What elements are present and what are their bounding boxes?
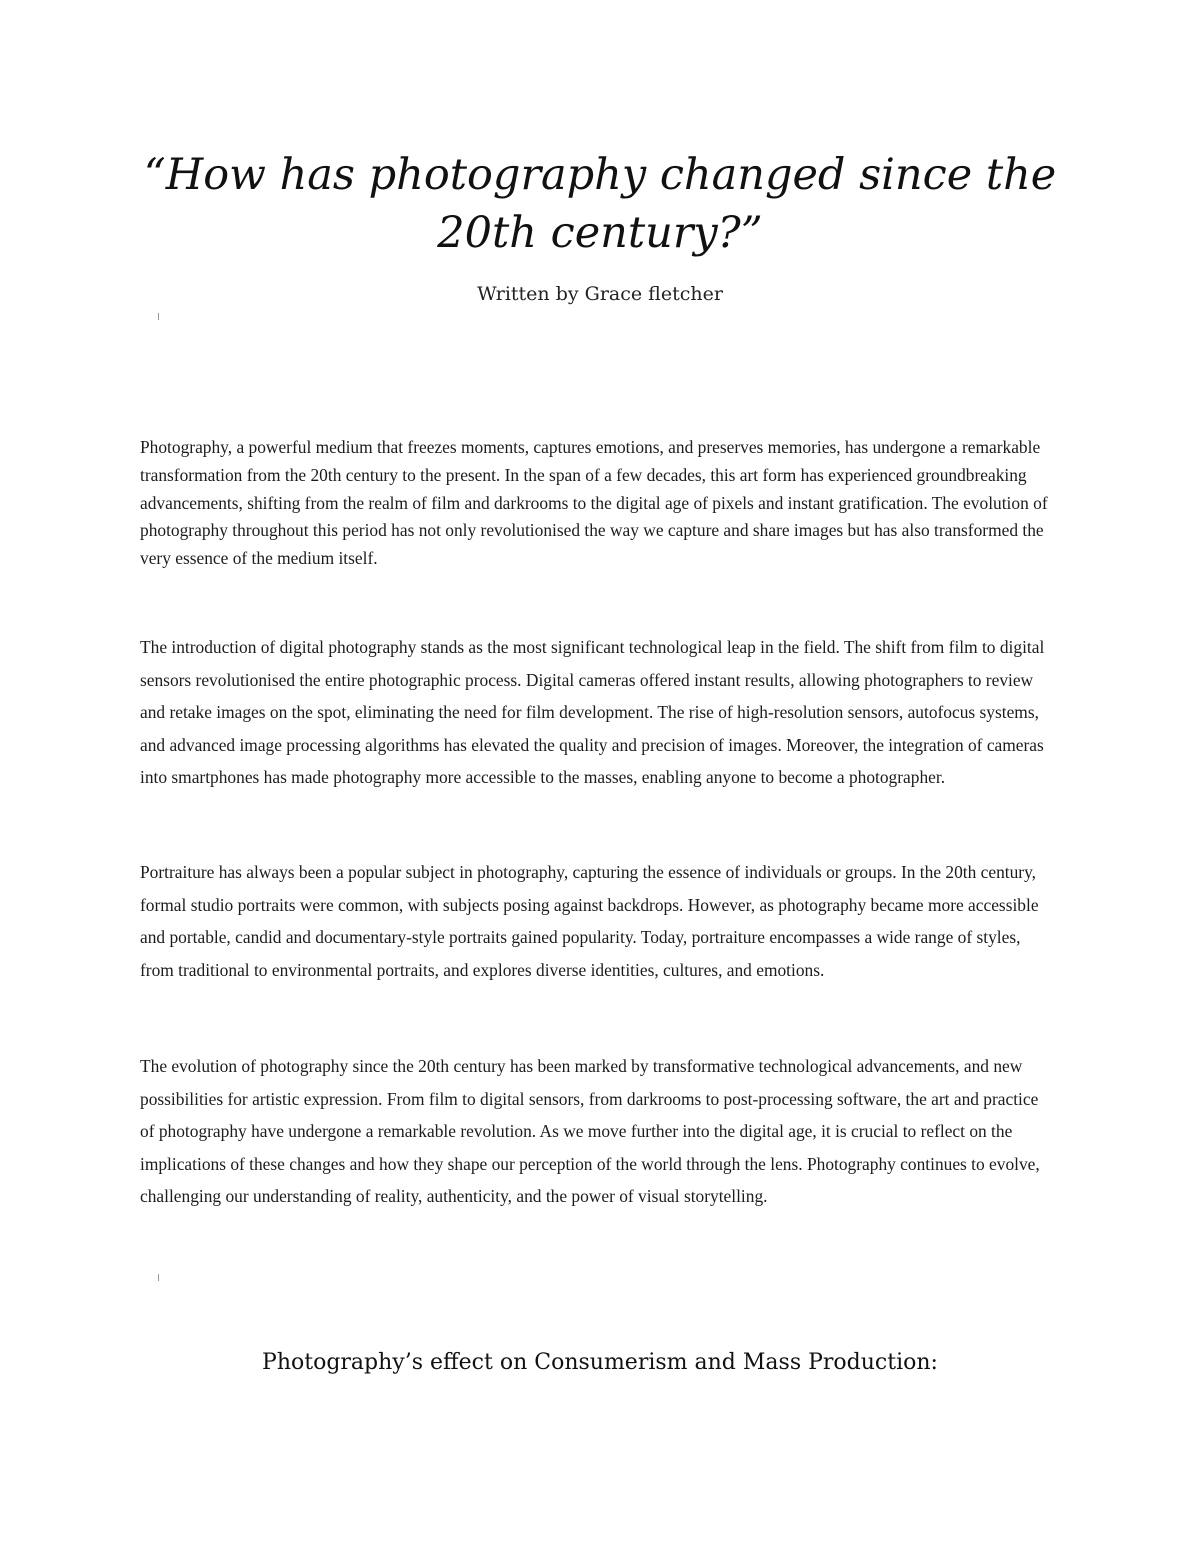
author-byline: Written by Grace fletcher <box>477 283 723 305</box>
paragraph-conclusion: The evolution of photography since the 20th century has been marked by transformative technological advancements, and new possibilities for artistic expression. From film to digital sensors, from darkrooms to post-processing software, the art and practice of photography have undergone a remarkable revolution. As we move further into the digital age, it is crucial to reflect on the implications of these changes and how they shape our perception of the world through the lens. Photography continues to evolve, challenging our understanding of reality, authenticity, and the power of visual storytelling. <box>140 1056 1040 1206</box>
paragraph-portraiture: Portraiture has always been a popular subject in photography, capturing the essence of individuals or groups. In the 20th century, formal studio portraits were common, with subjects posing against backdrops. However, as photography became more accessible and portable, candid and documentary-style portraits gained popularity. Today, portraiture encompasses a wide range of styles, from traditional to environmental portraits, and explores diverse identities, cultures, and emotions. <box>140 862 1039 980</box>
text-cursor-mark-2 <box>158 1274 159 1281</box>
text-cursor-mark <box>158 313 159 320</box>
section-heading: Photography’s effect on Consumerism and Mass Production: <box>262 1350 938 1375</box>
paragraph-digital: The introduction of digital photography stands as the most significant technological leap in the field. The shift from film to digital sensors revolutionised the entire photographic process. Digital cameras offered instant results, allowing photographers to review and retake images on the spot, eliminating the need for film development. The rise of high-resolution sensors, autofocus systems, and advanced image processing algorithms has elevated the quality and precision of images. Moreover, the integration of cameras into smartphones has made photography more accessible to the masses, enabling anyone to become a photographer. <box>140 637 1045 787</box>
document-title: “How has photography changed since the 20th century?” <box>143 150 1057 258</box>
paragraph-intro: Photography, a powerful medium that freezes moments, captures emotions, and preserves memories, has undergone a remarkable transformation from the 20th century to the present. In the span of a few decades, this art form has experienced groundbreaking advancements, shifting from the realm of film and darkrooms to the digital age of pixels and instant gratification. The evolution of photography throughout this period has not only revolutionised the way we capture and share images but has also transformed the very essence of the medium itself. <box>140 437 1048 569</box>
